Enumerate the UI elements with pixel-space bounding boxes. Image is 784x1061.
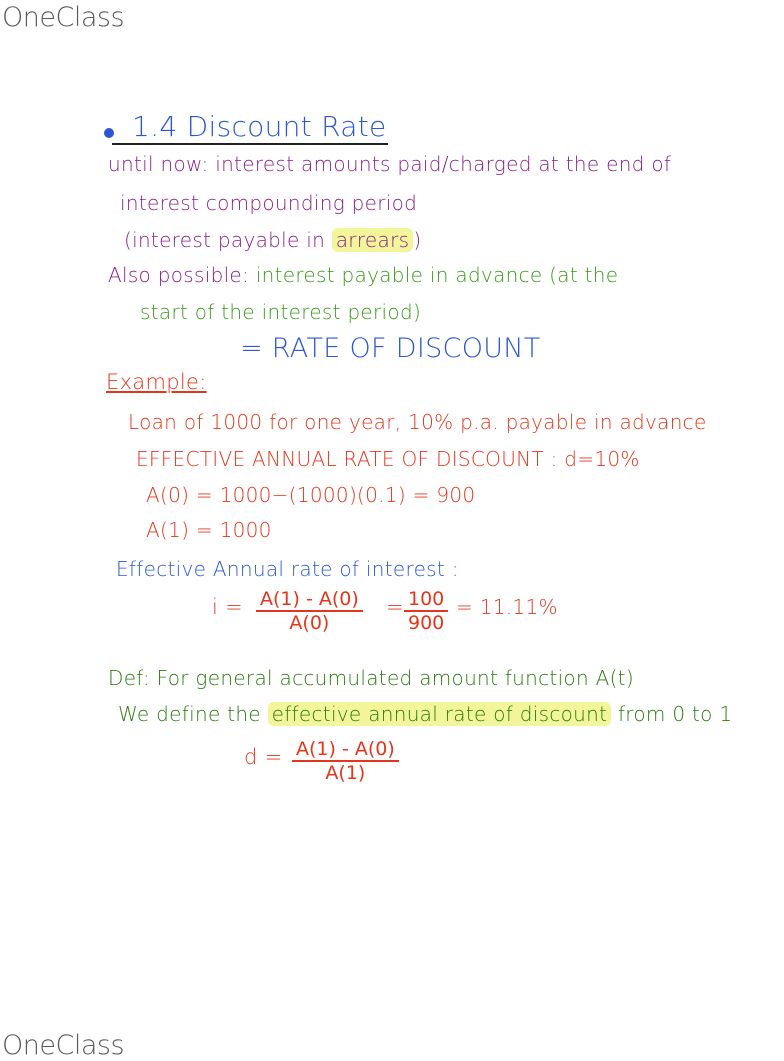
note-line-3-post: ) [413,228,422,252]
i-denominator: A(0) [289,612,330,634]
i-fraction [256,588,363,634]
i-fraction-2 [404,588,448,634]
i-numerator: A(1) - A(0) [256,588,363,612]
note-line-4 [108,263,618,287]
title-underline [112,143,388,145]
d-numerator: A(1) - A(0) [292,738,399,762]
note-line-1: until now: interest amounts paid/charged at the end of [108,152,672,176]
note-line-2: interest compounding period [120,191,418,215]
definition-line-2-pre: We define the [118,702,261,726]
rate-of-discount-heading: = RATE OF DISCOUNT [240,333,541,364]
highlight-effective-rate: effective annual rate of discount [268,702,612,726]
example-line-2: EFFECTIVE ANNUAL RATE OF DISCOUNT : d=10% [136,447,640,471]
i-denominator-2: 900 [408,612,445,634]
example-line-4: A(1) = 1000 [146,518,272,542]
highlight-arrears: arrears [332,228,414,252]
i-result: = 11.11% [456,595,558,619]
example-line-3: A(0) = 1000−(1000)(0.1) = 900 [146,483,476,507]
example-line-1: Loan of 1000 for one year, 10% p.a. payable in advance [128,410,707,434]
i-numerator-2: 100 [404,588,448,612]
note-line-3-pre: (interest payable in [124,228,326,252]
i-lhs: i = [212,595,244,619]
definition-line-2-post: from 0 to 1 [617,702,733,726]
example-heading: Example: [106,370,207,394]
oneclass-logo-bottom: OneClass [2,1030,125,1061]
d-fraction [292,738,399,784]
note-line-3 [124,228,421,252]
definition-line-2 [118,702,732,726]
section-title: 1.4 Discount Rate [132,110,387,143]
d-denominator: A(1) [325,762,366,784]
note-line-4-text: interest payable in advance (at the [255,263,619,287]
note-line-5: start of the interest period) [140,300,422,324]
bullet-dot-icon [104,128,114,138]
oneclass-logo-top: OneClass [2,2,125,33]
d-lhs: d = [244,745,283,769]
i-equals: = [386,595,404,619]
definition-line-1: Def: For general accumulated amount function A(t) [108,666,634,690]
also-possible-label: Also possible: [108,263,250,287]
effective-interest-label: Effective Annual rate of interest : [116,557,459,581]
